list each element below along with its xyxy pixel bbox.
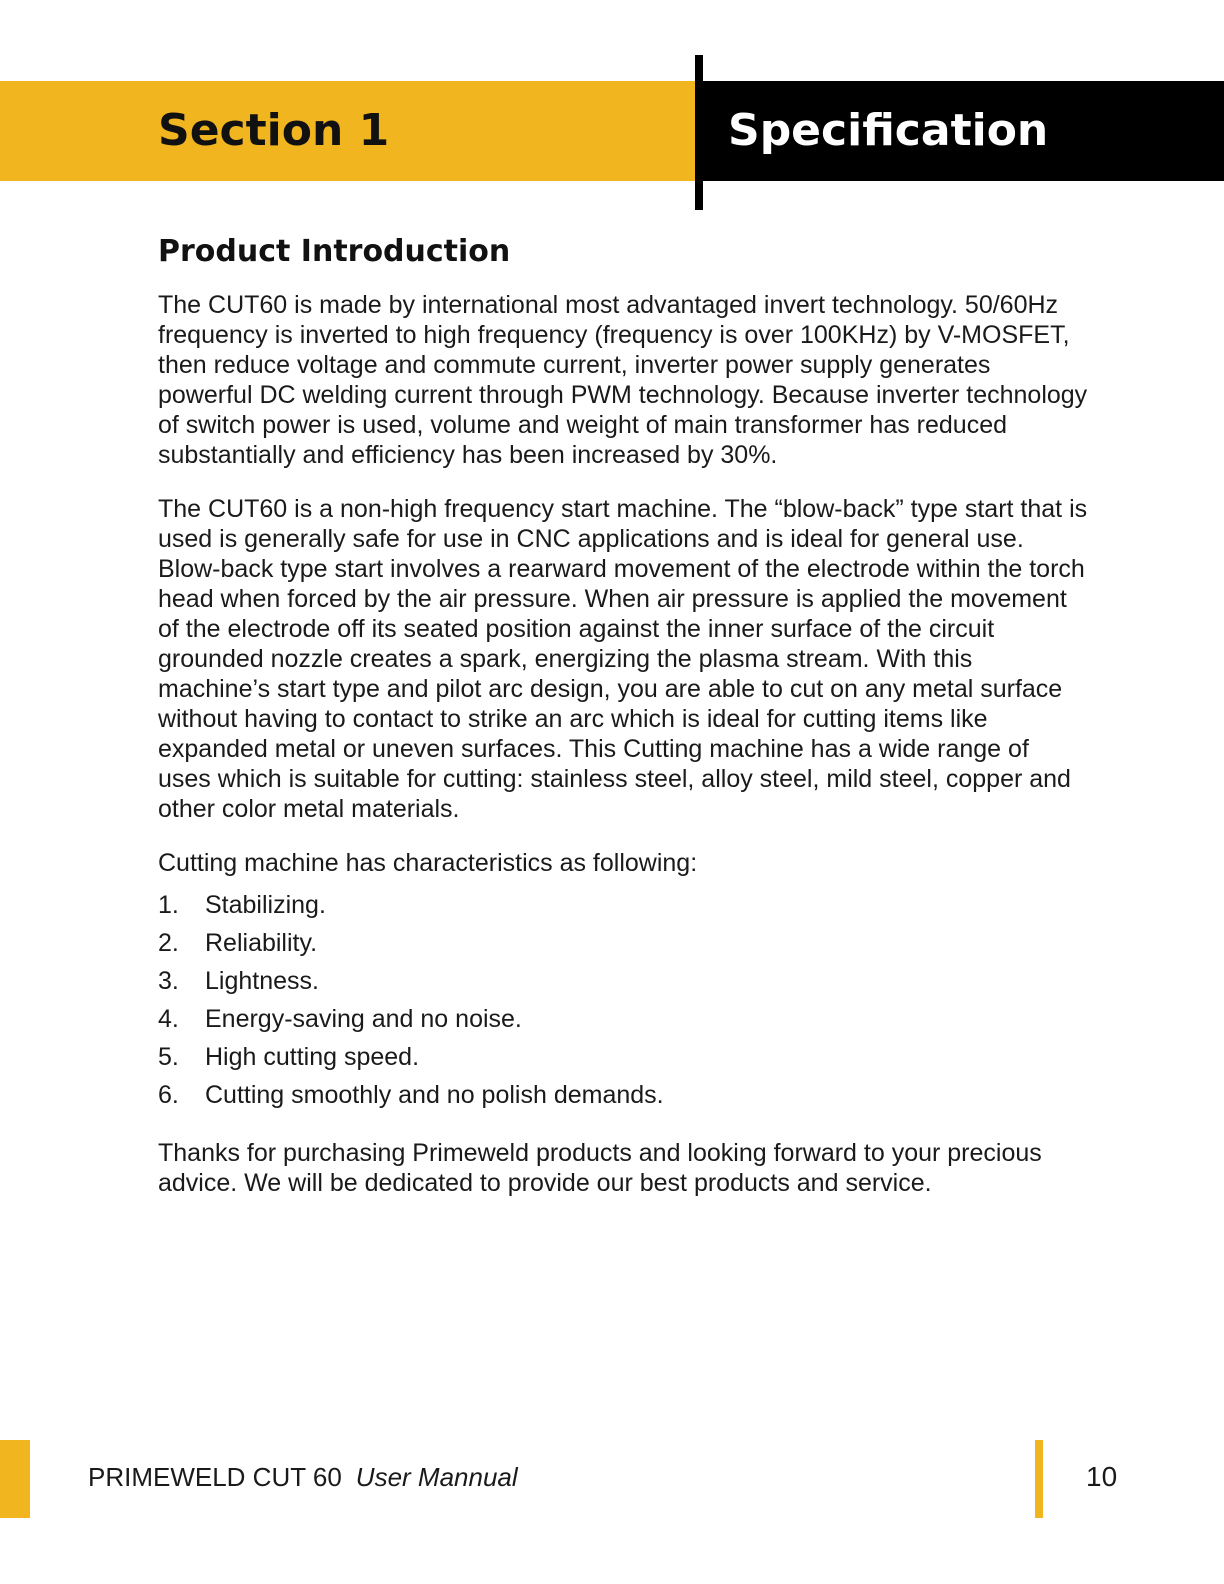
list-item (158, 962, 1088, 1000)
footer-doc-title (88, 1460, 518, 1494)
list-item-text: Lightness. (205, 967, 319, 995)
list-item-number: 3. (158, 967, 179, 995)
list-item (158, 1038, 1088, 1076)
list-item-number: 6. (158, 1081, 179, 1109)
list-item-text: Reliability. (205, 929, 318, 957)
characteristics-list (158, 886, 1088, 1114)
list-item-number: 2. (158, 929, 179, 957)
list-item-number: 1. (158, 891, 179, 919)
footer-doc-kind: User Mannual (355, 1462, 518, 1492)
intro-paragraph-1: The CUT60 is made by international most advantaged invert technology. 50/60Hz frequency is inverted to high frequency (frequency is over 100KHz) by V-MOSFET, then reduce voltage and commute current, inverter power supply generates powerful DC welding current through PWM technology. Because inverter technology of switch power is used, volume and weight of main transformer has reduced substantially and efficiency has been increased by 30%. (158, 291, 1088, 469)
list-item (158, 1076, 1088, 1114)
section-title: Specification (728, 105, 1049, 156)
list-item (158, 886, 1088, 924)
intro-paragraph-2: The CUT60 is a non-high frequency start machine. The “blow-back” type start that is used is generally safe for use in CNC applications and is ideal for general use. Blow-back type start involves a rearward movement of the electrode within the torch head when forced by the air pressure. When air pressure is applied the movement of the electrode off its seated position against the inner surface of the circuit grounded nozzle creates a spark, energizing the plasma stream. With this machine’s start type and pilot arc design, you are able to cut on any metal surface without having to contact to strike an arc which is ideal for cutting items like expanded metal or uneven surfaces. This Cutting machine has a wide range of uses which is suitable for cutting: stainless steel, alloy steel, mild steel, copper and other color metal materials. (158, 495, 1088, 823)
list-item-text: Cutting smoothly and no polish demands. (205, 1081, 664, 1109)
main-content (158, 232, 1088, 1222)
list-item (158, 924, 1088, 962)
closing-paragraph: Thanks for purchasing Primeweld products and looking forward to your precious advice. We will be dedicated to provide our best products and service. (158, 1139, 1042, 1197)
page-number: 10 (1086, 1461, 1118, 1492)
list-item-text: Stabilizing. (205, 891, 326, 919)
list-item-number: 4. (158, 1005, 179, 1033)
list-item (158, 1000, 1088, 1038)
header-divider (695, 55, 703, 210)
product-introduction-heading: Product Introduction (158, 234, 511, 269)
list-item-number: 5. (158, 1043, 179, 1071)
list-item-text: Energy-saving and no noise. (205, 1005, 522, 1033)
footer-brand: PRIMEWELD CUT 60 (88, 1462, 342, 1492)
section-number: Section 1 (158, 105, 390, 156)
footer-accent-right (1035, 1440, 1043, 1518)
characteristics-intro: Cutting machine has characteristics as following: (158, 849, 698, 877)
list-item-text: High cutting speed. (205, 1043, 420, 1071)
footer-accent-left (0, 1440, 30, 1518)
